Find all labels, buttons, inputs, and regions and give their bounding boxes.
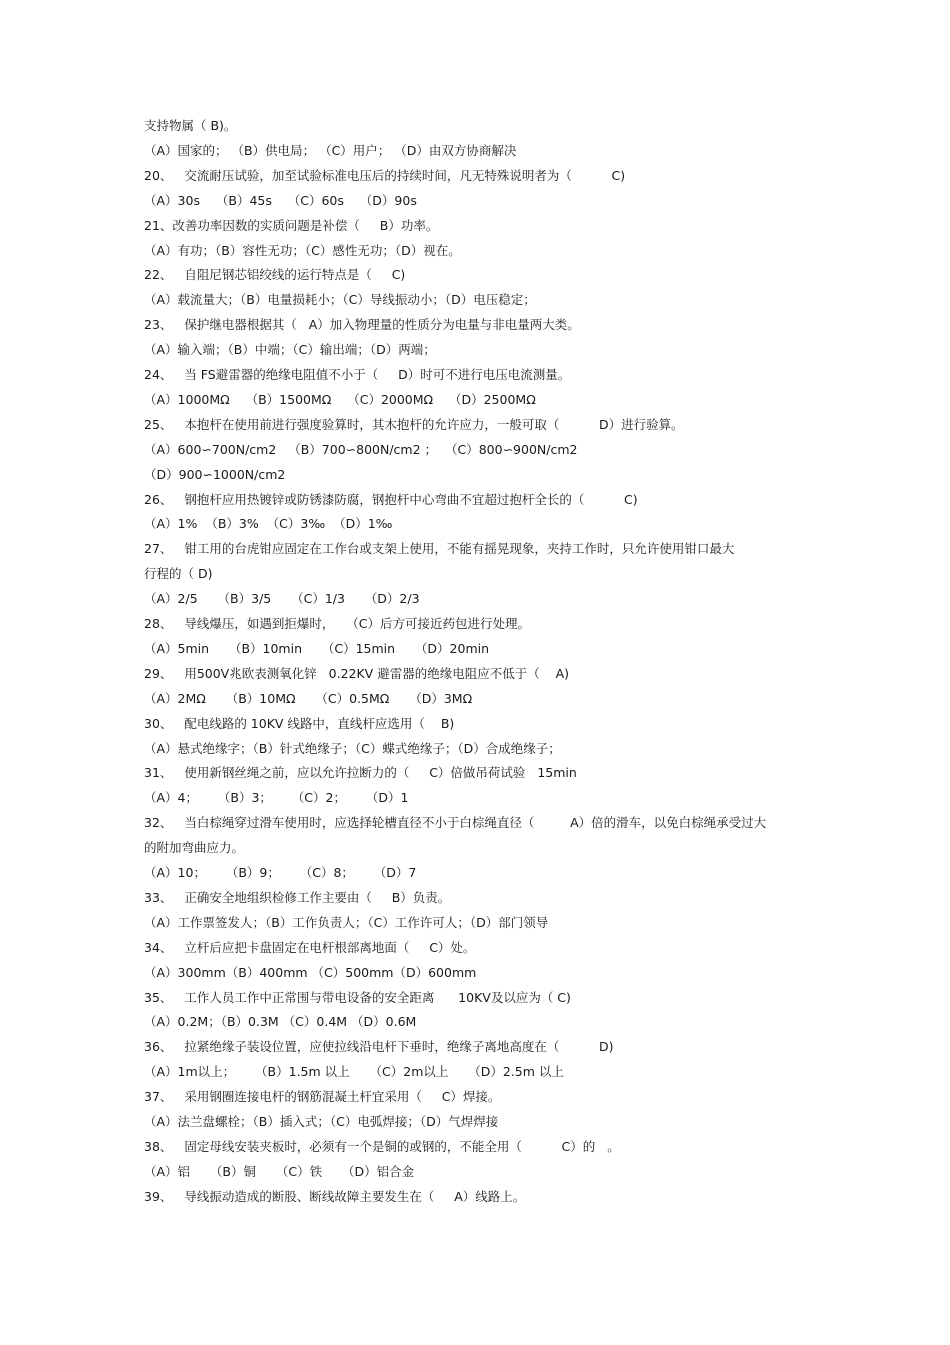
text-line: 26、 钢抱杆应用热镀锌或防锈漆防腐，钢抱杆中心弯曲不宜超过抱杆全长的（ C) <box>144 492 638 507</box>
text-line: 31、 使用新钢丝绳之前，应以允许拉断力的（ C）倍做吊荷试验 15min <box>144 765 577 780</box>
text-line: 30、 配电线路的 10KV 线路中，直线杆应选用（ B) <box>144 716 455 731</box>
text-line: 20、 交流耐压试验，加至试验标准电压后的持续时间，凡无特殊说明者为（ C) <box>144 168 626 183</box>
text-line: 28、 导线爆压，如遇到拒爆时， （C）后方可接近药包进行处理。 <box>144 616 530 631</box>
text-line: （A）1m以上； （B）1.5m 以上 （C）2m以上 （D）2.5m 以上 <box>144 1064 564 1079</box>
text-line: （A）5min （B）10min （C）15min （D）20min <box>144 641 490 656</box>
text-line: （A）0.2M；（B）0.3M （C）0.4M （D）0.6M <box>144 1014 417 1029</box>
text-line: （A）有功；（B）容性无功；（C）感性无功；（D）视在。 <box>144 243 461 258</box>
text-line: 37、 采用钢圈连接电杆的钢筋混凝土杆宜采用（ C）焊接。 <box>144 1089 501 1104</box>
text-line: 支持物属（ B)。 <box>144 118 237 133</box>
text-line: 21、改善功率因数的实质问题是补偿（ B）功率。 <box>144 218 439 233</box>
text-line: 35、 工作人员工作中正常围与带电设备的安全距离 10KV及以应为（ C) <box>144 990 571 1005</box>
text-line: 38、 固定母线安装夹板时，必须有一个是铜的或钢的，不能全用（ C）的 。 <box>144 1139 620 1154</box>
text-line: （A）工作票签发人；（B）工作负责人；（C）工作许可人；（D）部门领导 <box>144 915 549 930</box>
text-line: （A）国家的； （B）供电局； （C）用户； （D）由双方协商解决 <box>144 143 517 158</box>
text-line: 24、 当 FS避雷器的绝缘电阻值不小于（ D）时可不进行电压电流测量。 <box>144 367 571 382</box>
text-line: 的附加弯曲应力。 <box>144 840 245 855</box>
text-line: 行程的（ D) <box>144 566 213 581</box>
text-line: 27、 钳工用的台虎钳应固定在工作台或支架上使用，不能有摇晃现象，夹持工作时，只允许使用钳口最大 <box>144 541 735 556</box>
text-line: 25、 本抱杆在使用前进行强度验算时，其木抱杆的允许应力，一般可取（ D）进行验算。 <box>144 417 684 432</box>
text-line: 29、 用500V兆欧表测氧化锌 0.22KV 避雷器的绝缘电阻应不低于（ A) <box>144 666 570 681</box>
text-line: （A）2MΩ （B）10MΩ （C）0.5MΩ （D）3MΩ <box>144 691 473 706</box>
text-line: （A）2/5 （B）3/5 （C）1/3 （D）2/3 <box>144 591 420 606</box>
text-line: （A）30s （B）45s （C）60s （D）90s <box>144 193 417 208</box>
text-line: （A）600∽700N/cm2 （B）700∽800N/cm2 ； （C）800∽900N/cm2 <box>144 442 578 457</box>
text-line: 32、 当白棕绳穿过滑车使用时，应选择轮槽直径不小于白棕绳直径（ A）倍的滑车，以免白棕绳承受过大 <box>144 815 767 830</box>
text-line: （A）4； （B）3； （C）2； （D）1 <box>144 790 409 805</box>
text-line: （D）900∽1000N/cm2 <box>144 467 286 482</box>
text-line: 23、 保护继电器根据其（ A）加入物理量的性质分为电量与非电量两大类。 <box>144 317 580 332</box>
text-line: （A）铝 （B）铜 （C）铁 （D）铝合金 <box>144 1164 415 1179</box>
text-line: 39、 导线振动造成的断股、断线故障主要发生在（ A）线路上。 <box>144 1189 526 1204</box>
text-line: （A）悬式绝缘字；（B）针式绝缘子；（C）蝶式绝缘子；（D）合成绝缘子； <box>144 741 561 756</box>
text-line: （A）300mm（B）400mm （C）500mm（D）600mm <box>144 965 477 980</box>
text-line: （A）1000MΩ （B）1500MΩ （C）2000MΩ （D）2500MΩ <box>144 392 536 407</box>
text-line: 22、 自阻尼钢芯铝绞线的运行特点是（ C) <box>144 267 406 282</box>
text-line: 34、 立杆后应把卡盘固定在电杆根部离地面（ C）处。 <box>144 940 476 955</box>
text-line: （A）1% （B）3% （C）3‰ （D）1‰ <box>144 516 393 531</box>
text-line: 36、 拉紧绝缘子装设位置，应使拉线沿电杆下垂时，绝缘子离地高度在（ D) <box>144 1039 614 1054</box>
text-line: （A）法兰盘螺栓；（B）插入式；（C）电弧焊接；（D）气焊焊接 <box>144 1114 499 1129</box>
text-line: （A）10； （B）9； （C）8； （D）7 <box>144 865 417 880</box>
text-line: （A）载流量大；（B）电量损耗小；（C）导线振动小；（D）电压稳定； <box>144 292 536 307</box>
text-line: （A）输入端；（B）中端；（C）输出端；（D）两端； <box>144 342 436 357</box>
text-line: 33、 正确安全地组织检修工作主要由（ B）负责。 <box>144 890 451 905</box>
